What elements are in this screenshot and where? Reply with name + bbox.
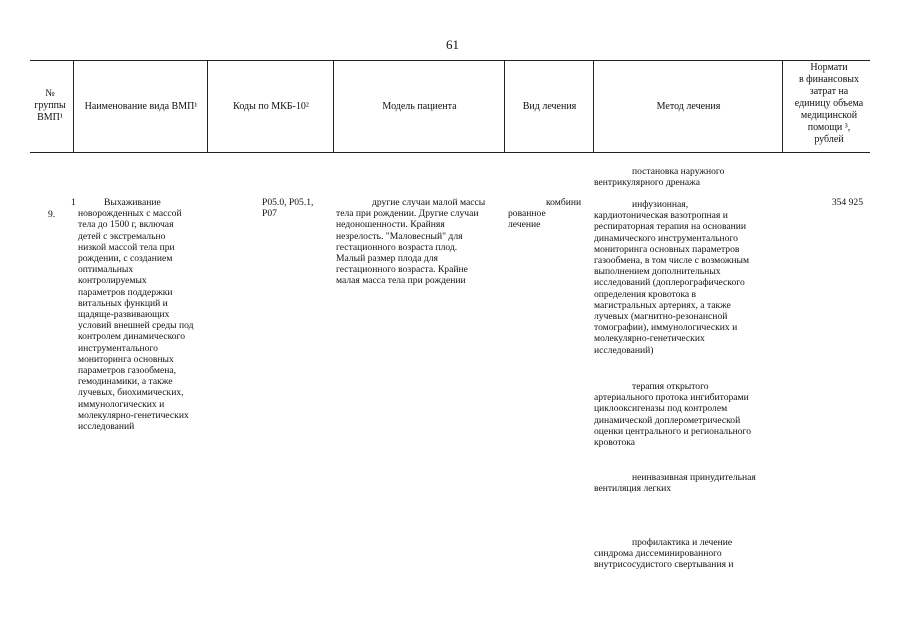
cost-cell: 354 925 <box>831 197 863 208</box>
patient-model-cell: другие случаи малой массы тела при рождении. Другие случаи недоношенности. Крайняя незрелость. "Маловесный" для гестационного возраста плод. Малый размер плода для гестационного возраста. Крайне малая масса тела при рождении <box>336 197 486 287</box>
header-group-number: № группы ВМП¹ <box>34 88 66 123</box>
table-header-rule <box>30 152 870 153</box>
column-divider <box>782 60 783 152</box>
header-patient-model: Модель пациента <box>382 101 457 112</box>
treatment-type-cell: комбини рованное лечение <box>508 197 582 231</box>
method-item: инфузионная, кардиотоническая вазотропная и респираторная терапия на основании динамического инструментального мониторинга основных параметров газообмена, в том числе с возможным выполнением дополнительных исследований (доплерографического определения кровотока в магистральных артериях, а также лучевых (магнитно-резонансной томографии), иммунологических и молекулярно-генетических исследований) <box>594 199 750 356</box>
header-vmp-name: Наименование вида ВМП¹ <box>84 101 198 112</box>
header-cost-norm: Нормати в финансовых затрат на единицу объема медицинской помощи ³, рублей <box>794 62 864 145</box>
header-treatment-method: Метод лечения <box>656 101 721 112</box>
method-item: терапия открытого артериального протока ингибиторами циклооксигеназы под контролем динамической доплерометрической оценки центрального и регионального кровотока <box>594 381 751 449</box>
column-divider <box>333 60 334 152</box>
column-divider <box>73 60 74 152</box>
header-icd-codes: Коды по МКБ-10² <box>233 101 309 112</box>
icd-codes-cell: P05.0, P05.1, P07 <box>262 197 314 220</box>
table-top-rule <box>30 60 870 61</box>
vmp-name-cell: Выхаживание новорожденных с массой тела до 1500 г, включая детей с экстремально низкой массой тела при рождении, с созданием оптимальных контролируемых параметров поддержки витальных функций и щадяще-развивающих условий внешней среды под контролем динамического инструментального мониторинга основных параметров газообмена, гемодинамики, а также лучевых, биохимических, иммунологических и молекулярно-генетических исследований <box>78 197 194 433</box>
column-divider <box>504 60 505 152</box>
column-divider <box>207 60 208 152</box>
column-divider <box>593 60 594 152</box>
group-number-top: 1 <box>71 197 76 208</box>
group-number: 9. <box>48 209 56 220</box>
page-number: 61 <box>446 37 459 52</box>
method-item: профилактика и лечение синдрома диссеминированного внутрисосудистого свертывания и <box>594 537 734 571</box>
method-item: неинвазивная принудительная вентиляция легких <box>594 472 756 495</box>
header-treatment-type: Вид лечения <box>522 101 577 112</box>
method-item: постановка наружного вентрикулярного дренажа <box>594 166 725 189</box>
